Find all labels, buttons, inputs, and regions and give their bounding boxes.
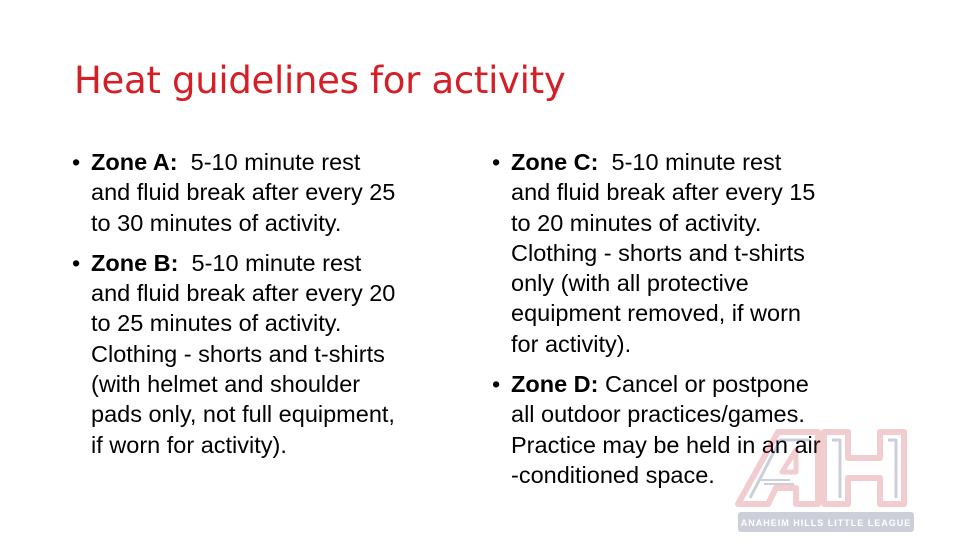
slide-title: Heat guidelines for activity [74, 59, 566, 102]
logo-banner-text: ANAHEIM HILLS LITTLE LEAGUE [740, 518, 912, 528]
item-text-line: Cancel or postpone [598, 371, 809, 398]
zone-label: Zone A: [91, 149, 178, 175]
zone-label: Zone C: [511, 149, 599, 175]
item-text-line: (with helmet and shoulder [91, 371, 361, 398]
item-text-line: Clothing - shorts and t-shirts [511, 239, 805, 266]
item-text-line: to 20 minutes of activity. [511, 209, 762, 236]
item-text-line: to 25 minutes of activity. [91, 310, 342, 337]
item-text-line: all outdoor practices/games. [511, 401, 805, 428]
item-text-line: for activity). [511, 330, 632, 357]
item-text-line: to 30 minutes of activity. [91, 209, 342, 236]
league-logo-icon [720, 418, 926, 540]
bullet-item-zone-b [72, 248, 472, 460]
item-text-line: 5-10 minute rest [178, 249, 362, 276]
item-text-line: if worn for activity). [91, 431, 287, 458]
bullet-glyph: • [72, 149, 81, 175]
item-text-line: -conditioned space. [511, 461, 715, 488]
bullet-glyph: • [72, 249, 81, 276]
bullet-glyph: • [492, 149, 501, 175]
item-text-line: equipment removed, if worn [511, 300, 801, 327]
item-text-line: and fluid break after every 15 [511, 179, 816, 206]
league-logo-watermark [720, 418, 926, 540]
bullet-item-zone-a [72, 147, 472, 238]
zone-label: Zone D: [511, 371, 599, 398]
item-text-line: 5-10 minute rest [598, 149, 782, 175]
bullet-glyph: • [492, 371, 501, 398]
item-text-line: 5-10 minute rest [177, 149, 361, 175]
item-text-line: and fluid break after every 25 [91, 179, 396, 206]
item-text-line: pads only, not full equipment, [91, 401, 395, 428]
zone-label: Zone B: [91, 249, 179, 276]
item-text-line: Practice may be held in an air [511, 431, 821, 458]
left-column [72, 147, 472, 470]
item-text-line: only (with all protective [511, 270, 749, 297]
item-text-line: Clothing - shorts and t-shirts [91, 340, 385, 367]
item-text-line: and fluid break after every 20 [91, 280, 396, 307]
bullet-item-zone-c [492, 147, 892, 359]
